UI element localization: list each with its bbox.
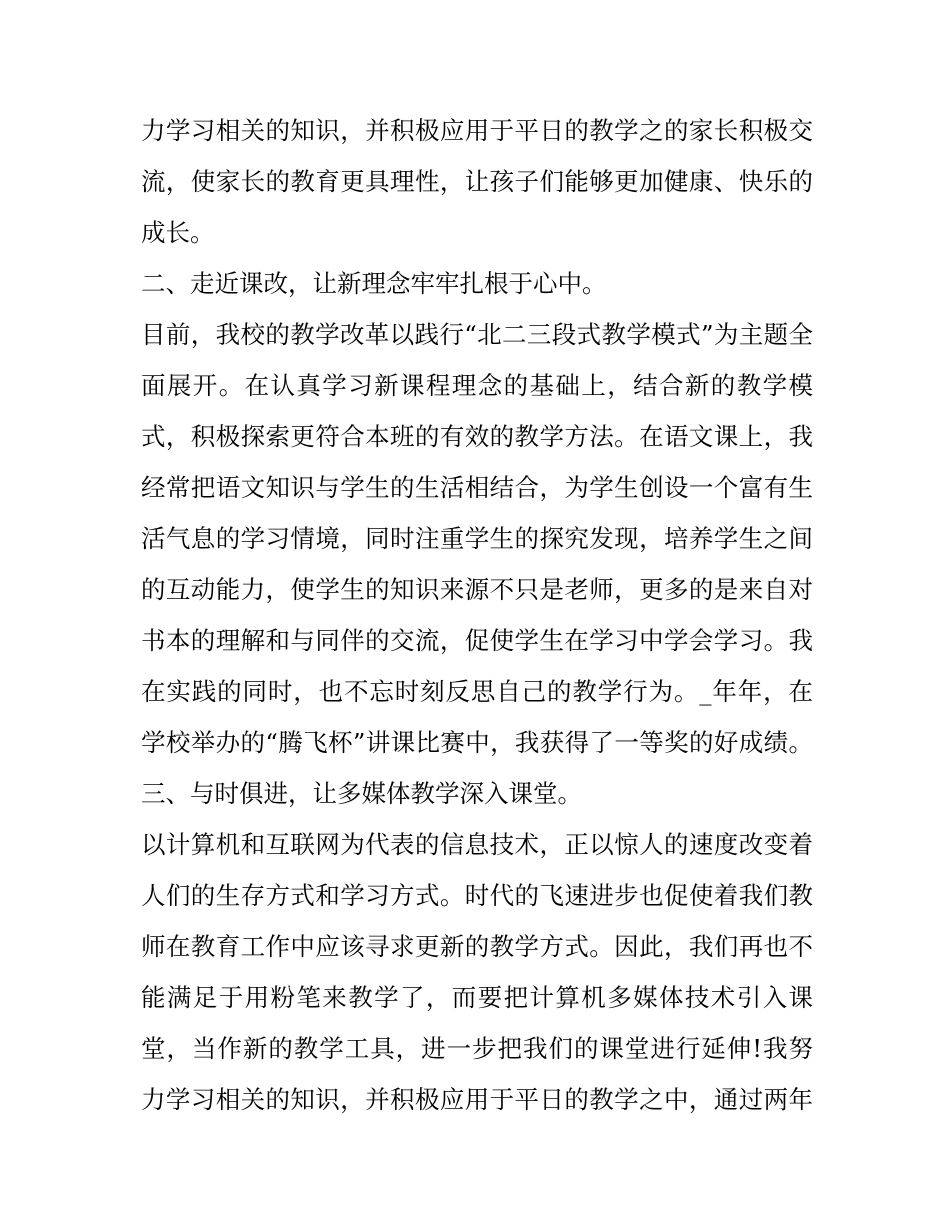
document-body (141, 105, 813, 1125)
section-heading: 二、走近课改，让新理念牢牢扎根于心中。 (141, 269, 607, 298)
text-line: 力学习相关的知识，并积极应用于平日的教学之的家长积极交 (141, 116, 813, 145)
text-line: 力学习相关的知识，并积极应用于平日的教学之中，通过两年 (141, 1085, 813, 1114)
text-line: 的互动能力，使学生的知识来源不只是老师，更多的是来自对 (141, 575, 813, 604)
text-line: 在实践的同时，也不忘时刻反思自己的教学行为。_年年，在 (141, 677, 813, 706)
text-line: 能满足于用粉笔来教学了，而要把计算机多媒体技术引入课 (141, 983, 813, 1012)
text-line: 堂，当作新的教学工具，进一步把我们的课堂进行延伸!我努 (141, 1034, 813, 1063)
text-line: 经常把语文知识与学生的生活相结合，为学生创设一个富有生 (141, 473, 813, 502)
text-line: 以计算机和互联网为代表的信息技术，正以惊人的速度改变着 (141, 830, 813, 859)
text-line: 目前，我校的教学改革以践行“北二三段式教学模式”为主题全 (141, 320, 813, 349)
text-line: 面展开。在认真学习新课程理念的基础上，结合新的教学模 (141, 371, 813, 400)
section-heading: 三、与时俱进，让多媒体教学深入课堂。 (141, 779, 582, 808)
text-line: 学校举办的“腾飞杯”讲课比赛中，我获得了一等奖的好成绩。 (141, 728, 813, 757)
text-line: 人们的生存方式和学习方式。时代的飞速进步也促使着我们教 (141, 881, 813, 910)
text-line: 活气息的学习情境，同时注重学生的探究发现，培养学生之间 (141, 524, 813, 553)
text-line: 书本的理解和与同伴的交流，促使学生在学习中学会学习。我 (141, 626, 813, 655)
text-line: 师在教育工作中应该寻求更新的教学方式。因此，我们再也不 (141, 932, 813, 961)
text-line: 成长。 (141, 218, 215, 247)
text-line: 流，使家长的教育更具理性，让孩子们能够更加健康、快乐的 (141, 167, 813, 196)
text-line: 式，积极探索更符合本班的有效的教学方法。在语文课上，我 (141, 422, 813, 451)
